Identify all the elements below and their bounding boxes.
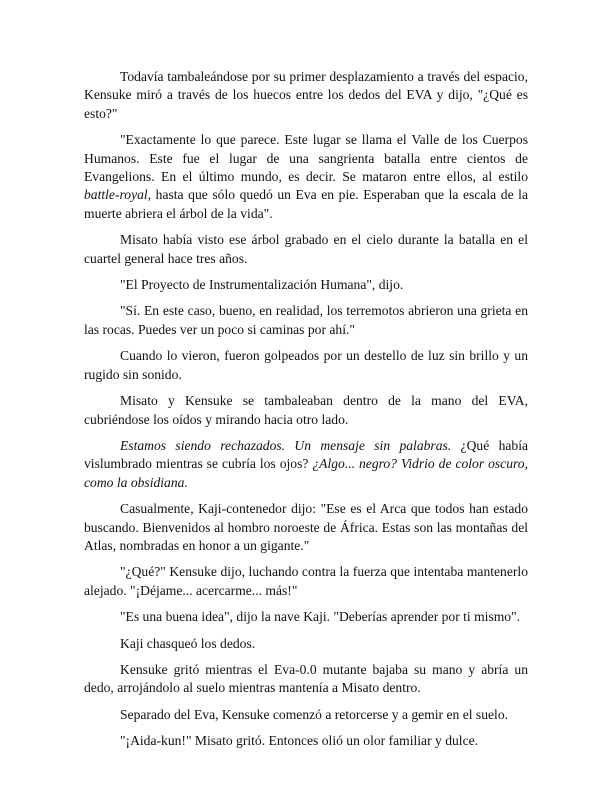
paragraph-7 — [84, 392, 528, 429]
paragraph-text: Casualmente, Kaji-contenedor dijo: "Ese es el Arca que todos han estado buscando. Bienvenidos al hombro noroeste de África. Estas son las montañas del Atlas, nombradas en honor a un gigante." — [84, 501, 528, 553]
paragraph-2 — [84, 131, 528, 223]
paragraph-10 — [84, 563, 528, 600]
paragraph-text: Cuando lo vieron, fueron golpeados por un destello de luz sin brillo y un rugido sin sonido. — [84, 348, 528, 382]
paragraph-text: Misato y Kensuke se tambaleaban dentro de la mano del EVA, cubriéndose los oídos y mirando hacia otro lado. — [84, 393, 528, 427]
paragraph-3 — [84, 231, 528, 268]
paragraph-text: , hasta que sólo quedó un Eva en pie. Esperaban que la escala de la muerte abriera el árbol de la vida". — [84, 187, 528, 221]
italic-phrase: Estamos siendo rechazados. Un mensaje sin palabras. — [120, 437, 452, 453]
paragraph-13 — [84, 661, 528, 698]
paragraph-11 — [84, 608, 528, 626]
paragraph-text: "Exactamente lo que parece. Este lugar se llama el Valle de los Cuerpos Humanos. Este fue el lugar de una sangrienta batalla entre cientos de Evangelions. En el último mundo, es decir. Se mataron entre ellos, al estilo — [84, 132, 528, 185]
document-page — [84, 68, 528, 759]
paragraph-text: "Sí. En este caso, bueno, en realidad, los terremotos abrieron una grieta en las rocas. Puedes ver un poco si caminas por ahí." — [84, 303, 528, 337]
paragraph-text: "Es una buena idea", dijo la nave Kaji. "Deberías aprender por ti mismo". — [120, 609, 521, 625]
paragraph-9 — [84, 500, 528, 555]
paragraph-14 — [84, 706, 528, 724]
paragraph-text: "¡Aida-kun!" Misato gritó. Entonces olió un olor familiar y dulce. — [120, 733, 479, 749]
paragraph-text: "El Proyecto de Instrumentalización Humana", dijo. — [120, 277, 404, 293]
paragraph-text: Separado del Eva, Kensuke comenzó a retorcerse y a gemir en el suelo. — [120, 706, 509, 722]
paragraph-5 — [84, 302, 528, 339]
paragraph-text: Todavía tambaleándose por su primer desplazamiento a través del espacio, Kensuke miró a través de los huecos entre los dedos del EVA y dijo, "¿Qué es esto?" — [84, 69, 528, 121]
paragraph-4 — [84, 276, 528, 294]
paragraph-15 — [84, 732, 528, 750]
paragraph-1 — [84, 68, 528, 123]
paragraph-8 — [84, 437, 528, 492]
paragraph-text: Kensuke gritó mientras el Eva-0.0 mutante bajaba su mano y abría un dedo, arrojándolo al suelo mientras mantenía a Misato dentro. — [84, 661, 528, 696]
paragraph-text: Misato había visto ese árbol grabado en el cielo durante la batalla en el cuartel general hace tres años. — [84, 232, 528, 266]
paragraph-12 — [84, 635, 528, 653]
italic-phrase: ¿Algo... negro? Vidrio de color oscuro, como la obsidiana. — [84, 456, 528, 490]
italic-phrase: battle-royal — [84, 187, 148, 203]
paragraph-text: "¿Qué?" Kensuke dijo, luchando contra la fuerza que intentaba mantenerlo alejado. "¡Déjame... acercarme... más!" — [84, 564, 528, 598]
paragraph-text: ¿Qué había vislumbrado mientras se cubría los ojos? — [84, 437, 529, 472]
paragraph-6 — [84, 347, 528, 384]
paragraph-text: Kaji chasqueó los dedos. — [120, 635, 256, 651]
